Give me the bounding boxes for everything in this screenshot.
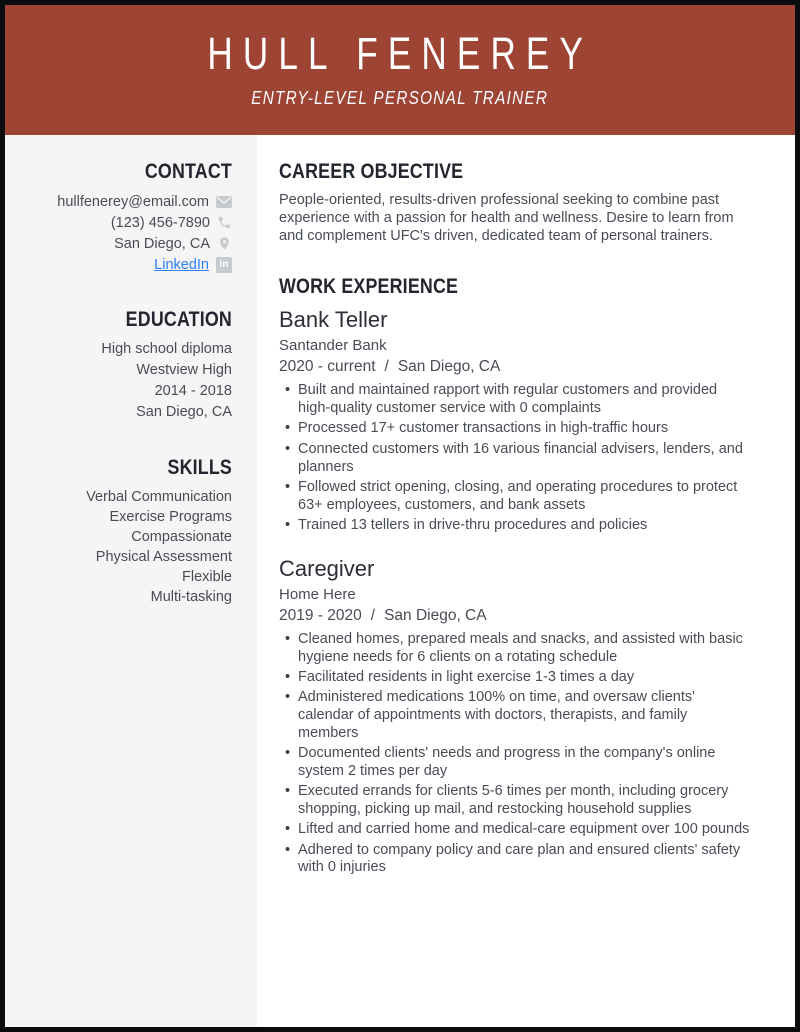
candidate-name: HULL FENEREY [207, 28, 593, 79]
bullet-item: • Lifted and carried home and medical-care equipment over 100 pounds [279, 821, 751, 839]
bullet-item: • Connected customers with 16 various financial advisers, lenders, and planners [279, 441, 751, 477]
education-heading: EDUCATION [125, 308, 232, 331]
company-name: Home Here [279, 585, 356, 603]
job-meta [279, 358, 770, 376]
work-experience-heading: WORK EXPERIENCE [279, 275, 459, 299]
contact-linkedin-row [17, 254, 232, 275]
company-name: Santander Bank [279, 337, 387, 355]
job-meta [279, 607, 770, 625]
career-objective-heading: CAREER OBJECTIVE [279, 160, 464, 183]
bullet-item: • Executed errands for clients 5-6 times per month, including grocery shopping, picking up mail, and restocking household supplies [279, 783, 751, 819]
career-objective-section [279, 160, 770, 245]
job-dates: 2020 - current [279, 358, 376, 376]
phone-text: (123) 456-7890 [110, 214, 210, 231]
contact-location-row [17, 233, 232, 254]
contact-heading: CONTACT [144, 160, 232, 183]
job-bullet-list [279, 382, 751, 534]
job-entry-caregiver [279, 556, 770, 877]
linkedin-link[interactable]: LinkedIn [154, 256, 209, 273]
education-school: Westview High [136, 362, 232, 378]
linkedin-glyph: in [219, 259, 229, 270]
skills-section [17, 456, 232, 607]
bullet-item: • Adhered to company policy and care plan and ensured clients' safety with 0 injuries [279, 842, 751, 878]
bullet-item: • Built and maintained rapport with regular customers and provided high-quality customer service with 0 complaints [279, 382, 751, 418]
skill-item: Physical Assessment [95, 549, 232, 565]
meta-separator: / [384, 358, 389, 376]
skill-item: Multi-tasking [150, 589, 232, 605]
career-objective-text: People-oriented, results-driven professional seeking to combine past experience with a passion for health and wellness. Desire to learn from and complement UFC's driven, dedicated team of personal trainers. [279, 192, 734, 244]
job-entry-bank-teller [279, 307, 770, 534]
location-text: San Diego, CA [114, 235, 210, 252]
skills-heading: SKILLS [167, 456, 232, 479]
education-degree: High school diploma [101, 341, 232, 357]
skill-item: Flexible [182, 569, 232, 585]
bullet-item: • Processed 17+ customer transactions in high-traffic hours [279, 420, 751, 438]
education-section [17, 308, 232, 423]
skill-item: Compassionate [131, 529, 232, 545]
bullet-item: • Facilitated residents in light exercise 1-3 times a day [279, 669, 751, 687]
work-experience-section [279, 275, 770, 877]
job-location: San Diego, CA [397, 358, 501, 376]
bullet-item: • Administered medications 100% on time, and oversaw clients' calendar of appointments with doctors, therapists, and family members [279, 689, 751, 742]
contact-phone-row [17, 212, 232, 233]
location-pin-icon [217, 236, 232, 251]
meta-separator: / [370, 606, 376, 624]
resume-body [5, 135, 795, 1027]
job-title: Bank Teller [279, 307, 388, 333]
job-bullet-list [279, 631, 751, 877]
skill-item: Exercise Programs [109, 509, 232, 525]
education-location: San Diego, CA [136, 404, 232, 420]
candidate-job-title: ENTRY-LEVEL PERSONAL TRAINER [251, 88, 549, 108]
main-content [257, 135, 795, 1027]
header-banner [5, 5, 795, 135]
bullet-item: • Documented clients' needs and progress in the company's online system 2 times per day [279, 745, 751, 781]
bullet-item: • Cleaned homes, prepared meals and snacks, and assisted with basic hygiene needs for 6 clients on a rotating schedule [279, 631, 751, 667]
job-dates: 2019 - 2020 [279, 606, 362, 624]
envelope-icon [216, 196, 232, 208]
email-text: hullfenerey@email.com [57, 193, 209, 210]
job-location: San Diego, CA [384, 606, 487, 624]
linkedin-icon [216, 257, 232, 273]
bullet-item: • Followed strict opening, closing, and operating procedures to protect 63+ employees, customers, and bank assets [279, 479, 751, 515]
phone-icon [217, 215, 232, 230]
contact-email-row [17, 191, 232, 212]
skill-item: Verbal Communication [86, 489, 232, 505]
education-dates: 2014 - 2018 [154, 383, 232, 399]
bullet-item: • Trained 13 tellers in drive-thru procedures and policies [279, 517, 751, 535]
contact-section [17, 160, 232, 275]
job-title: Caregiver [279, 555, 375, 581]
sidebar [5, 135, 257, 1027]
